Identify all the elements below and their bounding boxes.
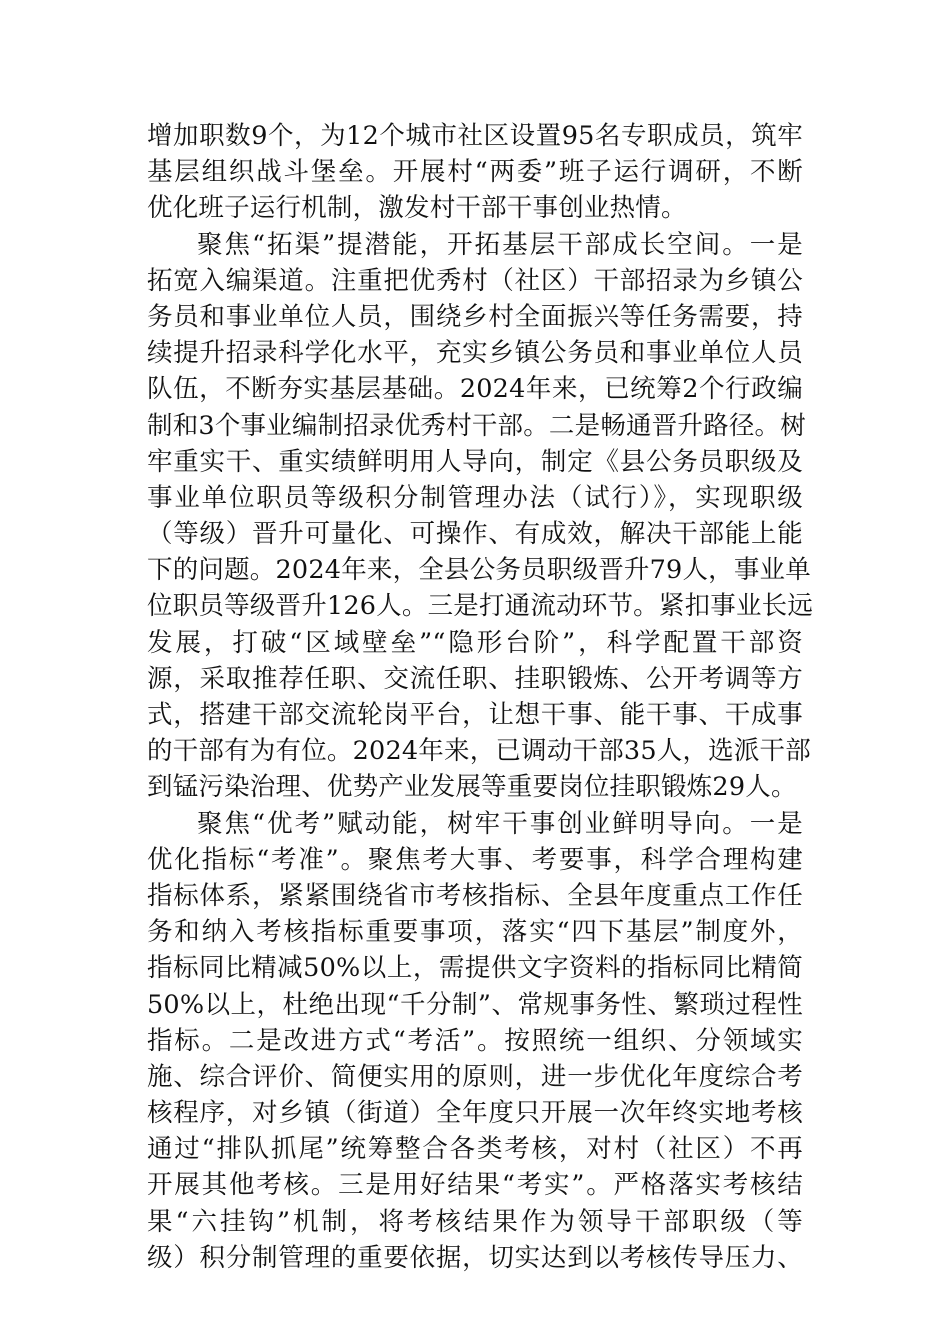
text-line: 基层组织战斗堡垒。开展村“两委”班子运行调研，不断 bbox=[147, 157, 803, 188]
text-line: 牢重实干、重实绩鲜明用人导向，制定《县公务员职级及 bbox=[147, 446, 803, 477]
document-page bbox=[147, 118, 814, 1276]
text-line: 务员和事业单位人员，围绕乡村全面振兴等任务需要，持 bbox=[147, 301, 803, 332]
text-line: 拓宽入编渠道。注重把优秀村（社区）干部招录为乡镇公 bbox=[147, 265, 803, 296]
text-line: 指标同比精减50%以上，需提供文字资料的指标同比精简 bbox=[147, 953, 803, 984]
text-line: 指标。二是改进方式“考活”。按照统一组织、分领域实 bbox=[147, 1025, 803, 1056]
text-line: 位职员等级晋升126人。三是打通流动环节。紧扣事业长远 bbox=[147, 591, 814, 622]
text-line: 队伍，不断夯实基层基础。2024年来，已统筹2个行政编 bbox=[147, 374, 803, 405]
text-line: 核程序，对乡镇（街道）全年度只开展一次年终实地考核 bbox=[147, 1098, 803, 1129]
text-line: 50%以上，杜绝出现“千分制”、常规事务性、繁琐过程性 bbox=[147, 989, 803, 1020]
text-line: 开展其他考核。三是用好结果“考实”。严格落实考核结 bbox=[147, 1170, 803, 1201]
text-line: 优化指标“考准”。聚焦考大事、考要事，科学合理构建 bbox=[147, 844, 803, 875]
text-line: 指标体系，紧紧围绕省市考核指标、全县年度重点工作任 bbox=[147, 880, 803, 911]
text-line: 聚焦“优考”赋动能，树牢干事创业鲜明导向。一是 bbox=[197, 808, 803, 839]
text-line: （等级）晋升可量化、可操作、有成效，解决干部能上能 bbox=[147, 519, 803, 550]
text-line: 聚焦“拓渠”提潜能，开拓基层干部成长空间。一是 bbox=[197, 229, 803, 260]
text-line: 通过“排队抓尾”统筹整合各类考核，对村（社区）不再 bbox=[147, 1134, 803, 1165]
text-line: 级）积分制管理的重要依据，切实达到以考核传导压力、 bbox=[147, 1242, 803, 1273]
text-line: 发展，打破“区域壁垒”“隐形台阶”，科学配置干部资 bbox=[147, 627, 803, 658]
paragraph-2 bbox=[147, 227, 814, 806]
text-line: 施、综合评价、简便实用的原则，进一步优化年度综合考 bbox=[147, 1061, 803, 1092]
text-line: 的干部有为有位。2024年来，已调动干部35人，选派干部 bbox=[147, 736, 811, 767]
text-line: 果“六挂钩”机制，将考核结果作为领导干部职级（等 bbox=[147, 1206, 803, 1237]
text-line: 式，搭建干部交流轮岗平台，让想干事、能干事、干成事 bbox=[147, 700, 803, 730]
text-line: 增加职数9个，为12个城市社区设置95名专职成员，筑牢 bbox=[147, 121, 803, 151]
text-line: 到锰污染治理、优势产业发展等重要岗位挂职锻炼29人。 bbox=[147, 772, 797, 803]
paragraph-1 bbox=[147, 118, 803, 227]
text-line: 事业单位职员等级积分制管理办法（试行）》，实现职级 bbox=[147, 482, 803, 513]
text-line: 务和纳入考核指标重要事项，落实“四下基层”制度外， bbox=[147, 917, 803, 948]
text-line: 续提升招录科学化水平，充实乡镇公务员和事业单位人员 bbox=[147, 338, 803, 369]
text-line: 制和3个事业编制招录优秀村干部。二是畅通晋升路径。树 bbox=[147, 410, 806, 441]
text-line: 源，采取推荐任职、交流任职、挂职锻炼、公开考调等方 bbox=[147, 663, 803, 694]
paragraph-3 bbox=[147, 806, 803, 1276]
text-line: 下的问题。2024年来，全县公务员职级晋升79人，事业单 bbox=[147, 555, 811, 586]
text-line: 优化班子运行机制，激发村干部干事创业热情。 bbox=[147, 193, 687, 224]
